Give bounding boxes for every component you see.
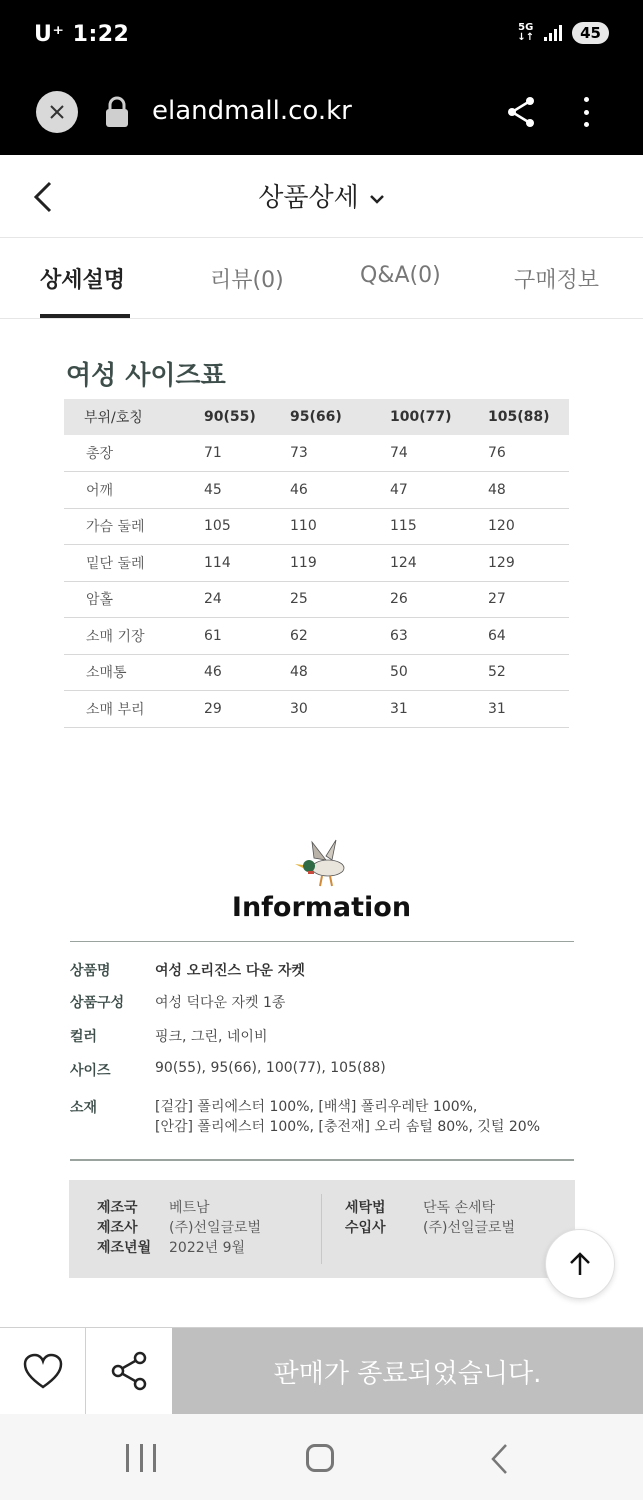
size-cell: 31	[390, 691, 488, 728]
battery-indicator: 45	[572, 22, 609, 44]
size-row-label: 밑단 둘레	[64, 545, 194, 582]
lock-icon	[104, 96, 130, 128]
size-cell: 47	[390, 472, 488, 509]
size-row-label: 소매통	[64, 654, 194, 691]
size-cell: 114	[194, 545, 290, 582]
recent-apps-icon[interactable]	[126, 1444, 156, 1472]
size-chart-row	[64, 435, 569, 472]
size-cell: 129	[488, 545, 569, 582]
size-cell: 61	[194, 618, 290, 655]
like-button[interactable]	[0, 1328, 86, 1414]
info-row-size	[70, 1060, 386, 1080]
size-chart-row	[64, 618, 569, 655]
divider	[70, 941, 574, 942]
info-row-material	[70, 1097, 540, 1137]
divider	[70, 1159, 574, 1161]
tab-qna[interactable]: Q&A(0)	[360, 263, 441, 288]
size-header-cell: 95(66)	[290, 399, 390, 435]
share-button[interactable]	[86, 1328, 172, 1414]
size-cell: 46	[290, 472, 390, 509]
size-cell: 120	[488, 508, 569, 545]
tab-reviews[interactable]: 리뷰(0)	[210, 268, 284, 293]
status-bar	[0, 0, 643, 72]
page-title[interactable]: 상품상세	[0, 177, 643, 214]
info-label: 상품명	[70, 963, 111, 979]
chevron-down-icon	[369, 193, 385, 205]
scroll-to-top-button[interactable]	[545, 1229, 615, 1299]
size-cell: 105	[194, 508, 290, 545]
close-tab-button[interactable]	[36, 91, 78, 133]
page-header	[0, 155, 643, 238]
info-value: 여성 덕다운 자켓 1종	[155, 995, 286, 1011]
heart-icon	[22, 1352, 64, 1390]
size-chart-title: 여성 사이즈표	[66, 361, 226, 391]
size-chart-row	[64, 654, 569, 691]
size-header-cell: 100(77)	[390, 399, 488, 435]
close-icon	[49, 104, 65, 120]
size-row-label: 소매 기장	[64, 618, 194, 655]
size-cell: 27	[488, 581, 569, 618]
size-row-label: 어깨	[64, 472, 194, 509]
info-label: 컬러	[70, 1029, 98, 1045]
duck-logo-icon	[292, 836, 352, 892]
size-cell: 119	[290, 545, 390, 582]
information-title: Information	[231, 892, 412, 923]
size-cell: 50	[390, 654, 488, 691]
size-header-cell: 105(88)	[488, 399, 569, 435]
signal-icon	[544, 25, 562, 41]
size-chart-header-row	[64, 399, 569, 435]
info-label: 상품구성	[70, 995, 125, 1011]
share-icon[interactable]	[505, 95, 537, 129]
info-value: 90(55), 95(66), 100(77), 105(88)	[155, 1060, 386, 1076]
maker-values-right: 단독 손세탁 (주)선일글로벌	[423, 1200, 516, 1236]
size-row-label: 암홀	[64, 581, 194, 618]
size-row-label: 총장	[64, 435, 194, 472]
info-label: 사이즈	[70, 1063, 111, 1079]
size-cell: 64	[488, 618, 569, 655]
size-cell: 26	[390, 581, 488, 618]
tab-purchase-info[interactable]: 구매정보	[514, 268, 600, 293]
size-chart-row	[64, 691, 569, 728]
sold-out-button[interactable]: 판매가 종료되었습니다.	[172, 1328, 643, 1414]
arrow-up-icon	[568, 1251, 592, 1277]
info-value: [겉감] 폴리에스터 100%, [배색] 폴리우레탄 100%, [안감] 폴리에스터 100%, [충전재] 오리 솜털 80%, 깃털 20%	[155, 1099, 540, 1135]
size-cell: 45	[194, 472, 290, 509]
manufacturer-box	[69, 1180, 575, 1278]
size-cell: 76	[488, 435, 569, 472]
back-icon[interactable]	[488, 1442, 512, 1476]
info-value: 핑크, 그린, 네이비	[155, 1029, 268, 1045]
info-row-color	[70, 1026, 267, 1046]
size-cell: 74	[390, 435, 488, 472]
size-cell: 24	[194, 581, 290, 618]
size-row-label: 가슴 둘레	[64, 508, 194, 545]
size-cell: 71	[194, 435, 290, 472]
size-cell: 30	[290, 691, 390, 728]
size-cell: 48	[488, 472, 569, 509]
size-chart-row	[64, 508, 569, 545]
url-bar[interactable]: elandmall.co.kr	[152, 96, 352, 126]
home-icon[interactable]	[306, 1444, 334, 1472]
size-header-cell: 부위/호칭	[64, 399, 194, 435]
maker-labels-right: 세탁법 수입사	[345, 1200, 386, 1236]
size-cell: 124	[390, 545, 488, 582]
size-cell: 115	[390, 508, 488, 545]
size-cell: 48	[290, 654, 390, 691]
size-chart-row	[64, 472, 569, 509]
info-row-composition	[70, 992, 285, 1012]
size-cell: 29	[194, 691, 290, 728]
divider	[321, 1194, 322, 1264]
size-chart-table	[64, 399, 569, 728]
bottom-action-bar	[0, 1327, 643, 1413]
browser-toolbar	[0, 72, 643, 155]
tab-details[interactable]: 상세설명	[40, 268, 126, 293]
size-cell: 73	[290, 435, 390, 472]
size-row-label: 소매 부리	[64, 691, 194, 728]
share-icon	[109, 1350, 149, 1392]
size-chart-row	[64, 545, 569, 582]
info-row-name	[70, 960, 305, 980]
network-5g-icon: 5G ↓↑	[517, 22, 535, 43]
size-cell: 110	[290, 508, 390, 545]
detail-tabs	[0, 239, 643, 319]
info-value: 여성 오리진스 다운 자켓	[155, 963, 305, 979]
size-cell: 46	[194, 654, 290, 691]
status-icons	[517, 22, 609, 44]
size-cell: 62	[290, 618, 390, 655]
size-cell: 52	[488, 654, 569, 691]
carrier-time: U⁺ 1:22	[34, 22, 130, 47]
info-label: 소재	[70, 1100, 98, 1116]
more-vert-icon[interactable]	[574, 94, 598, 130]
maker-values-left: 베트남 (주)선일글로벌 2022년 9월	[169, 1200, 262, 1256]
size-cell: 31	[488, 691, 569, 728]
maker-labels-left: 제조국 제조사 제조년월	[97, 1200, 152, 1256]
tab-active-indicator	[40, 314, 130, 318]
size-header-cell: 90(55)	[194, 399, 290, 435]
system-nav-bar	[0, 1414, 643, 1500]
size-cell: 63	[390, 618, 488, 655]
size-chart-row	[64, 581, 569, 618]
size-cell: 25	[290, 581, 390, 618]
